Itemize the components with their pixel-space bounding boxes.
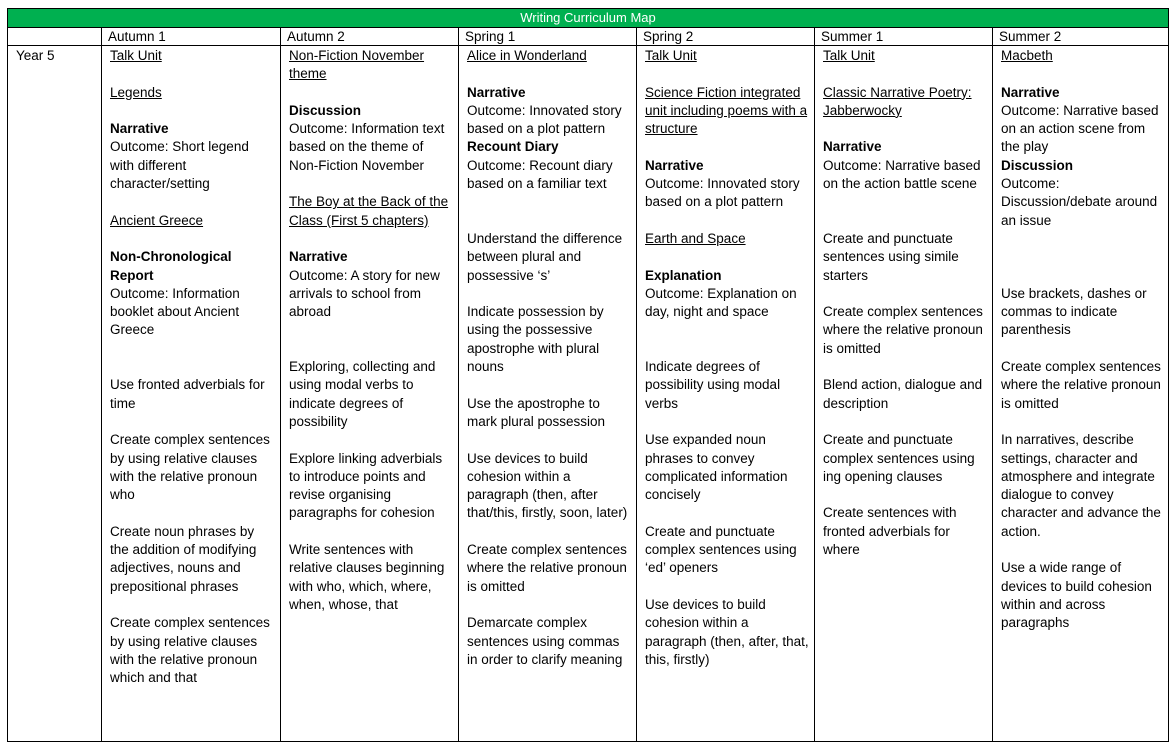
term-header: Spring 1	[465, 29, 516, 44]
unit-title: Talk Unit	[645, 48, 697, 63]
objective-text: Use the apostrophe to mark plural possession	[467, 395, 606, 429]
spacer	[289, 523, 454, 541]
year-label: Year 5	[16, 48, 55, 63]
term-header: Autumn 1	[108, 29, 166, 44]
unit-title: Earth and Space	[645, 230, 746, 246]
objective-text: Exploring, collecting and using modal verbs to indicate degrees of possibility	[289, 359, 436, 429]
objective-text: Create and punctuate sentences using simile starters	[823, 230, 959, 283]
table-title: Writing Curriculum Map	[8, 9, 1168, 28]
term-header: Summer 1	[821, 29, 884, 44]
spacer	[1001, 248, 1165, 266]
spacer	[110, 102, 276, 120]
objective-text: Outcome: A story for new arrivals to school from abroad	[289, 267, 440, 320]
objective-text: Indicate possession by using the possessive apostrophe with plural nouns	[467, 304, 604, 375]
unit-title: Ancient Greece	[110, 212, 204, 228]
objective-text: Blend action, dialogue and description	[823, 377, 983, 411]
objective-text: Outcome: Innovated story based on a plot pattern	[467, 102, 622, 137]
unit-title: Alice in Wonderland	[467, 48, 587, 63]
spacer	[467, 193, 632, 211]
spacer	[823, 212, 988, 230]
objective-text: Create sentences with fronted adverbials for where	[823, 505, 957, 558]
spacer	[110, 504, 276, 522]
objective-text: Outcome: Discussion/debate around an issue	[1001, 176, 1158, 228]
objective-text: Outcome: Short legend with different character/setting	[110, 139, 249, 192]
objective-text: Create complex sentences by using relative clauses with the relative pronoun who	[110, 432, 270, 503]
term-header: Autumn 2	[287, 29, 345, 44]
spacer	[645, 321, 810, 339]
objective-text: Use brackets, dashes or commas to indicate parenthesis	[1001, 285, 1147, 338]
objective-text: In narratives, describe settings, character and atmosphere and integrate dialogue to convey character and advance the action.	[1001, 432, 1161, 539]
spacer	[645, 413, 810, 431]
objective-text: Use a wide range of devices to build cohesion within and across paragraphs	[1001, 560, 1152, 631]
objective-text: Write sentences with relative clauses beginning with who, which, where, when, whose, that	[289, 542, 445, 612]
spacer	[110, 358, 276, 376]
objective-text: Create complex sentences where the relative pronoun is omitted	[823, 304, 983, 356]
objective-text: Use fronted adverbials for time	[110, 377, 265, 411]
term-header: Spring 2	[643, 29, 694, 44]
curriculum-table	[7, 8, 1169, 742]
spacer	[1001, 65, 1165, 83]
spacer	[467, 523, 632, 541]
objective-text: Outcome: Narrative based on the action battle scene	[823, 157, 981, 192]
spacer	[289, 175, 454, 193]
objective-text: Create and punctuate complex sentences using ing opening clauses	[823, 432, 975, 484]
objective-text: Create complex sentences by using relative clauses with the relative pronoun which and that	[110, 615, 270, 686]
spacer	[110, 596, 276, 614]
spacer	[1001, 541, 1165, 559]
spacer	[823, 486, 988, 504]
genre-heading: Narrative	[1001, 84, 1060, 100]
autumn-1-cell	[102, 47, 280, 687]
spacer	[467, 212, 632, 230]
spacer	[645, 248, 810, 266]
objective-text: Use devices to build cohesion within a paragraph (then, after that/this, firstly, soon, later)	[467, 450, 628, 521]
spacer	[110, 230, 276, 248]
objective-text: Create noun phrases by the addition of modifying adjectives, nouns and prepositional phrases	[110, 523, 257, 594]
spacer	[110, 413, 276, 431]
spacer	[1001, 340, 1165, 358]
spacer	[289, 340, 454, 358]
genre-heading: Recount Diary	[467, 139, 559, 155]
objective-text: Create complex sentences where the relative pronoun is omitted	[1001, 359, 1161, 411]
spacer	[1001, 413, 1165, 431]
spacer	[289, 431, 454, 449]
spacer	[645, 138, 810, 156]
spacer	[110, 340, 276, 358]
spacer	[645, 340, 810, 358]
spacer	[467, 376, 632, 394]
spacer	[1001, 230, 1165, 248]
unit-title: Classic Narrative Poetry: Jabberwocky	[823, 84, 972, 118]
genre-heading: Narrative	[645, 157, 704, 173]
objective-text: Create complex sentences where the relative pronoun is omitted	[467, 542, 627, 594]
objective-text: Outcome: Information booklet about Ancient Greece	[110, 285, 240, 338]
spacer	[823, 285, 988, 303]
objective-text: Outcome: Explanation on day, night and space	[645, 285, 797, 320]
summer-1-cell	[815, 47, 992, 559]
spacer	[467, 431, 632, 449]
objective-text: Outcome: Information text based on the theme of Non-Fiction November	[289, 121, 445, 173]
unit-title: Talk Unit	[823, 48, 875, 63]
spacer	[645, 504, 810, 522]
spacer	[823, 65, 988, 83]
spacer	[823, 413, 988, 431]
spacer	[289, 321, 454, 339]
genre-heading: Narrative	[467, 84, 526, 100]
genre-heading: Discussion	[1001, 157, 1074, 173]
genre-heading: Narrative	[110, 121, 169, 137]
objective-text: Use devices to build cohesion within a paragraph (then, after, that, this, firstly)	[645, 596, 809, 667]
spring-1-cell	[459, 47, 636, 669]
spacer	[645, 65, 810, 83]
unit-title: Talk Unit	[110, 48, 162, 63]
autumn-2-cell	[281, 47, 458, 614]
genre-heading: Narrative	[823, 139, 882, 155]
unit-title: Science Fiction integrated unit including poems with a structure	[645, 84, 808, 137]
unit-title: Non-Fiction November theme	[289, 48, 425, 82]
unit-title: Legends	[110, 84, 162, 100]
spring-2-cell	[637, 47, 814, 669]
spacer	[823, 120, 988, 138]
unit-title: The Boy at the Back of the Class (First 5 chapters)	[289, 194, 449, 228]
objective-text: Outcome: Innovated story based on a plot pattern	[645, 176, 800, 210]
spacer	[823, 358, 988, 376]
objective-text: Outcome: Narrative based on an action scene from the play	[1001, 102, 1159, 155]
spacer	[467, 596, 632, 614]
term-header: Summer 2	[999, 29, 1062, 44]
genre-heading: Narrative	[289, 249, 348, 265]
objective-text: Use expanded noun phrases to convey complicated information concisely	[645, 432, 788, 503]
objective-text: Understand the difference between plural and possessive ‘s’	[467, 230, 623, 283]
spacer	[289, 230, 454, 248]
summer-2-cell	[993, 47, 1169, 633]
genre-heading: Discussion	[289, 102, 362, 118]
objective-text: Demarcate complex sentences using commas in order to clarify meaning	[467, 615, 623, 667]
row-label-cell	[8, 47, 101, 65]
header-divider	[8, 45, 1168, 46]
spacer	[1001, 267, 1165, 285]
objective-text: Explore linking adverbials to introduce points and revise organising paragraphs for cohesion	[289, 450, 443, 521]
spacer	[467, 285, 632, 303]
genre-heading: Explanation	[645, 267, 722, 283]
spacer	[467, 65, 632, 83]
spacer	[823, 193, 988, 211]
objective-text: Indicate degrees of possibility using modal verbs	[645, 359, 781, 411]
spacer	[110, 65, 276, 83]
genre-heading: Non-Chronological Report	[110, 249, 232, 283]
unit-title: Macbeth	[1001, 48, 1053, 63]
objective-text: Create and punctuate complex sentences using ‘ed’ openers	[645, 523, 797, 576]
spacer	[645, 578, 810, 596]
spacer	[110, 193, 276, 211]
spacer	[645, 212, 810, 230]
objective-text: Outcome: Recount diary based on a familiar text	[467, 157, 613, 192]
spacer	[289, 84, 454, 102]
